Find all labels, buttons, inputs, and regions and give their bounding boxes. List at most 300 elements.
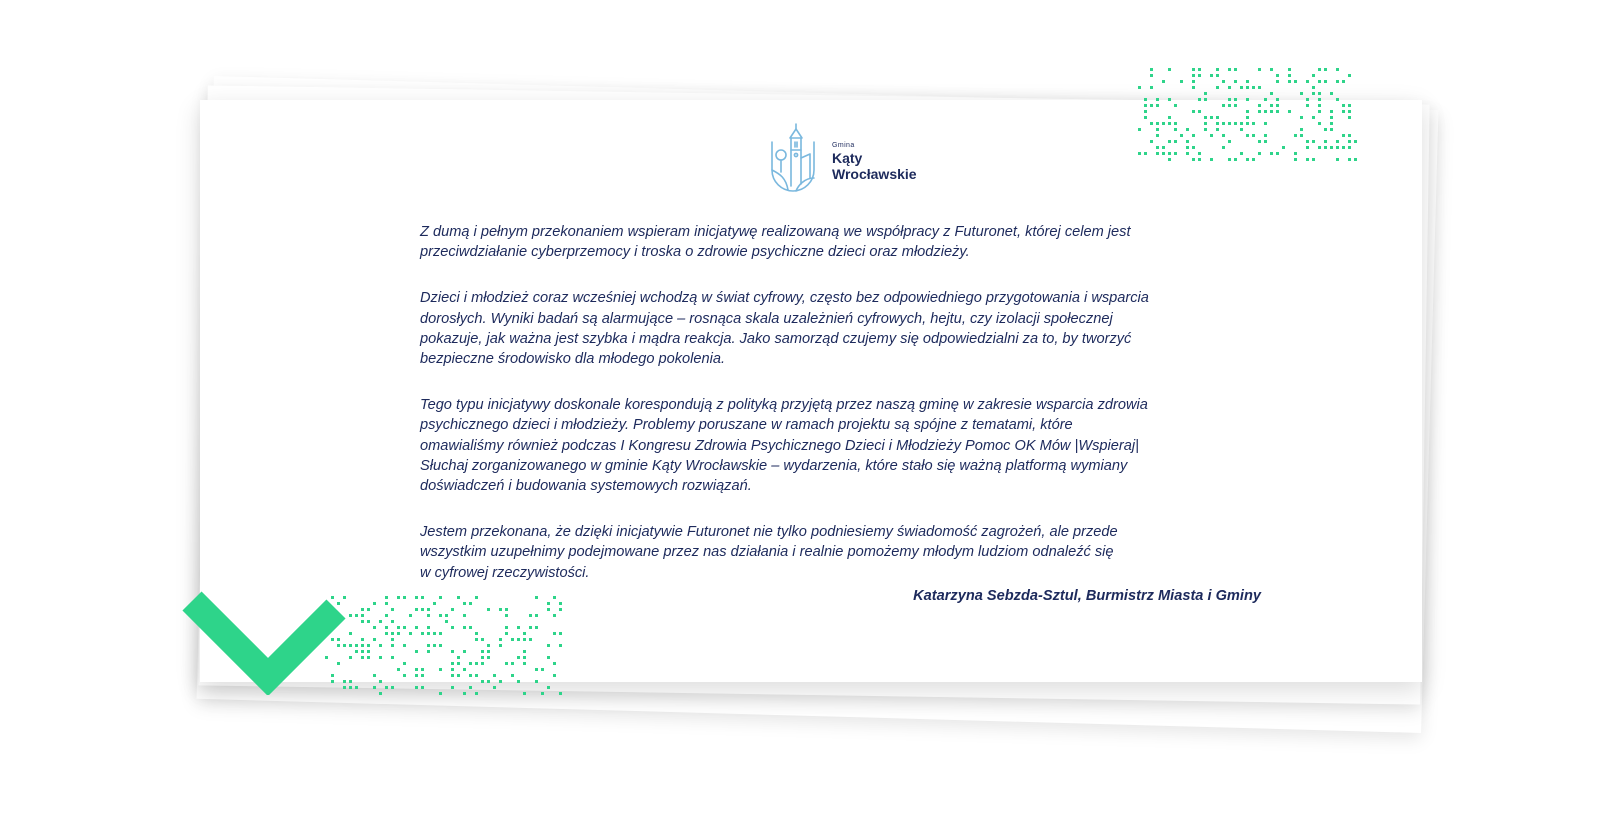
decorative-dot [499,608,502,611]
decorative-dot [379,644,382,647]
decorative-dot [1336,68,1339,71]
decorative-dot [1318,92,1321,95]
decorative-dot [415,686,418,689]
decorative-dot [1306,80,1309,83]
decorative-dot [1288,74,1291,77]
decorative-dot [439,632,442,635]
decorative-dot [415,674,418,677]
green-checkmark-icon [178,585,348,695]
decorative-dot [439,644,442,647]
decorative-dot [1348,146,1351,149]
decorative-dot [445,620,448,623]
decorative-dot [1192,74,1195,77]
decorative-dot [439,596,442,599]
decorative-dot [355,686,358,689]
decorative-dot [1150,86,1153,89]
decorative-dot [1336,158,1339,161]
decorative-dot [1258,104,1261,107]
logo-name-line1: Kąty [832,150,863,166]
decorative-dot [1300,116,1303,119]
decorative-dot [547,644,550,647]
decorative-dot [409,632,412,635]
decorative-dot [1138,152,1141,155]
decorative-dot [1168,152,1171,155]
decorative-dot [517,626,520,629]
decorative-dot [439,692,442,695]
decorative-dot [1270,104,1273,107]
decorative-dot [1318,104,1321,107]
decorative-dot [1318,122,1321,125]
decorative-dot [367,644,370,647]
decorative-dot [1342,104,1345,107]
decorative-dot [427,626,430,629]
decorative-dot [1198,158,1201,161]
decorative-dot [1216,86,1219,89]
decorative-dot [1240,122,1243,125]
decorative-dot [511,662,514,665]
decorative-dot [469,674,472,677]
decorative-dot [1342,146,1345,149]
decorative-dot [559,692,562,695]
decorative-dot [511,638,514,641]
decorative-dot [361,656,364,659]
decorative-dot [397,596,400,599]
decorative-dot [1288,110,1291,113]
decorative-dot [391,638,394,641]
decorative-dot [1264,98,1267,101]
decorative-dot [457,656,460,659]
decorative-dot [373,674,376,677]
decorative-dot [1144,98,1147,101]
decorative-dot [439,668,442,671]
decorative-dot [1162,146,1165,149]
decorative-dot [367,608,370,611]
signature: Katarzyna Sebzda-Sztul, Burmistrz Miasta i Gminy [913,588,1261,604]
decorative-dot [1174,128,1177,131]
decorative-dot [1312,140,1315,143]
decorative-dot [487,656,490,659]
decorative-dot [1162,80,1165,83]
decorative-dot [1348,74,1351,77]
decorative-dot [1270,110,1273,113]
decorative-dot [1186,128,1189,131]
decorative-dot [1234,104,1237,107]
decorative-dot [463,692,466,695]
decorative-dot [1156,104,1159,107]
decorative-dot [481,650,484,653]
decorative-dot [517,656,520,659]
decorative-dot [1270,152,1273,155]
decorative-dots-top [1138,68,1368,168]
decorative-dot [475,692,478,695]
decorative-dot [1264,122,1267,125]
decorative-dot [355,650,358,653]
decorative-dot [487,650,490,653]
decorative-dot [1228,68,1231,71]
decorative-dot [1276,74,1279,77]
decorative-dot [1318,98,1321,101]
decorative-dot [475,596,478,599]
decorative-dot [1300,92,1303,95]
decorative-dot [559,602,562,605]
decorative-dot [1258,86,1261,89]
decorative-dot [1276,104,1279,107]
decorative-dot [1294,152,1297,155]
decorative-dot [367,656,370,659]
decorative-dot [1306,104,1309,107]
decorative-dot [433,644,436,647]
decorative-dot [1258,152,1261,155]
decorative-dot [1294,134,1297,137]
decorative-dot [385,596,388,599]
decorative-dot [421,596,424,599]
decorative-dot [421,632,424,635]
decorative-dot [385,614,388,617]
letter-body [420,222,1270,609]
decorative-dot [427,614,430,617]
logo-wordmark [832,142,917,182]
decorative-dot [1324,68,1327,71]
decorative-dot [427,608,430,611]
decorative-dot [391,632,394,635]
decorative-dot [1210,116,1213,119]
decorative-dot [367,620,370,623]
decorative-dot [445,614,448,617]
decorative-dot [349,680,352,683]
decorative-dot [523,662,526,665]
decorative-dot [1318,110,1321,113]
decorative-dot [451,668,454,671]
decorative-dot [1222,134,1225,137]
decorative-dot [451,674,454,677]
decorative-dot [1150,140,1153,143]
decorative-dot [349,614,352,617]
decorative-dot [1168,158,1171,161]
decorative-dot [1312,86,1315,89]
decorative-dot [1162,152,1165,155]
decorative-dot [457,662,460,665]
decorative-dot [1252,134,1255,137]
decorative-dot [1318,146,1321,149]
decorative-dot [361,650,364,653]
decorative-dot [1210,158,1213,161]
decorative-dot [361,638,364,641]
decorative-dot [421,668,424,671]
decorative-dot [349,632,352,635]
decorative-dot [1198,152,1201,155]
decorative-dot [1150,104,1153,107]
decorative-dot [523,692,526,695]
decorative-dot [1306,146,1309,149]
decorative-dot [1192,110,1195,113]
decorative-dot [1138,86,1141,89]
decorative-dot [1204,122,1207,125]
decorative-dot [373,638,376,641]
town-emblem-icon [758,120,828,196]
decorative-dot [385,632,388,635]
decorative-dot [1222,122,1225,125]
decorative-dot [421,608,424,611]
decorative-dot [1288,68,1291,71]
decorative-dot [481,680,484,683]
decorative-dot [535,626,538,629]
decorative-dot [451,650,454,653]
decorative-dot [535,680,538,683]
decorative-dot [385,602,388,605]
decorative-dot [1168,68,1171,71]
paragraph-2: Dzieci i młodzież coraz wcześniej wchodzą w świat cyfrowy, często bez odpowiedniego przygotowania i wsparcia dorosłych. Wyniki badań są alarmujące – rosnąca skala uzależnień cyfrowych, hejtu, czy izolacji społecznej pokazuje, jak ważna jest szybka i mądra reakcja. Jako samorząd czujemy się odpowiedzialni za to, by tworzyć bezpieczne środowisko dla młodego pokolenia. [420,290,1149,368]
decorative-dot [1306,98,1309,101]
decorative-dot [1150,122,1153,125]
decorative-dot [1276,80,1279,83]
decorative-dot [1324,80,1327,83]
decorative-dot [1228,158,1231,161]
decorative-dot [415,650,418,653]
decorative-dot [397,668,400,671]
decorative-dot [1336,80,1339,83]
decorative-dot [1348,134,1351,137]
decorative-dot [1348,140,1351,143]
decorative-dot [1354,140,1357,143]
decorative-dot [1174,104,1177,107]
decorative-dot [559,608,562,611]
decorative-dot [1312,74,1315,77]
decorative-dot [523,632,526,635]
decorative-dot [499,680,502,683]
decorative-dot [1192,86,1195,89]
decorative-dot [1234,158,1237,161]
decorative-dot [451,608,454,611]
decorative-dot [1270,92,1273,95]
decorative-dot [553,674,556,677]
decorative-dot [499,644,502,647]
decorative-dot [457,674,460,677]
logo-gmina-label: Gmina [832,142,855,149]
decorative-dot [1144,152,1147,155]
decorative-dot [517,638,520,641]
decorative-dot [1192,158,1195,161]
decorative-dot [361,620,364,623]
decorative-dot [1228,140,1231,143]
decorative-dot [481,638,484,641]
decorative-dot [403,644,406,647]
decorative-dot [1252,158,1255,161]
decorative-dot [427,632,430,635]
decorative-dot [463,614,466,617]
decorative-dot [1174,152,1177,155]
decorative-dot [1168,122,1171,125]
decorative-dot [1156,134,1159,137]
decorative-dot [1186,146,1189,149]
decorative-dot [1162,122,1165,125]
decorative-dot [403,674,406,677]
decorative-dot [1228,86,1231,89]
decorative-dot [1318,80,1321,83]
decorative-dot [475,632,478,635]
decorative-dot [349,644,352,647]
letter-sheet [200,100,1422,682]
decorative-dot [553,632,556,635]
decorative-dot [505,614,508,617]
decorative-dots-bottom [325,596,570,701]
decorative-dot [463,626,466,629]
decorative-dot [1306,140,1309,143]
decorative-dot [1342,110,1345,113]
decorative-dot [1264,140,1267,143]
decorative-dot [535,596,538,599]
decorative-dot [403,596,406,599]
decorative-dot [373,686,376,689]
decorative-dot [505,626,508,629]
decorative-dot [1234,80,1237,83]
decorative-dot [397,632,400,635]
decorative-dot [547,602,550,605]
decorative-dot [1246,110,1249,113]
decorative-dot [559,644,562,647]
decorative-dot [535,614,538,617]
decorative-dot [1348,116,1351,119]
decorative-dot [493,686,496,689]
decorative-dot [1180,80,1183,83]
decorative-dot [475,662,478,665]
decorative-dot [1348,110,1351,113]
decorative-dot [481,656,484,659]
decorative-dot [1294,158,1297,161]
decorative-dot [1210,134,1213,137]
decorative-dot [1246,134,1249,137]
decorative-dot [469,662,472,665]
decorative-dot [1204,128,1207,131]
decorative-dot [1168,116,1171,119]
decorative-dot [1330,92,1333,95]
decorative-dot [523,650,526,653]
decorative-dot [541,692,544,695]
decorative-dot [463,650,466,653]
decorative-dot [1180,134,1183,137]
decorative-dot [1186,140,1189,143]
decorative-dot [1348,104,1351,107]
decorative-dot [1330,122,1333,125]
decorative-dot [1168,140,1171,143]
decorative-dot [1156,146,1159,149]
decorative-dot [1336,98,1339,101]
decorative-dot [391,686,394,689]
decorative-dot [1150,74,1153,77]
decorative-dot [517,680,520,683]
decorative-dot [451,686,454,689]
decorative-dot [1264,134,1267,137]
decorative-dot [391,656,394,659]
decorative-dot [1216,116,1219,119]
decorative-dot [1228,104,1231,107]
decorative-dot [1144,104,1147,107]
decorative-dot [355,644,358,647]
decorative-dot [1198,110,1201,113]
decorative-dot [535,668,538,671]
decorative-dot [469,626,472,629]
decorative-dot [1276,98,1279,101]
decorative-dot [1240,152,1243,155]
decorative-dot [1216,74,1219,77]
decorative-dot [457,596,460,599]
decorative-dot [1246,122,1249,125]
decorative-dot [1288,80,1291,83]
decorative-dot [1312,158,1315,161]
decorative-dot [373,626,376,629]
decorative-dot [1312,116,1315,119]
decorative-dot [523,656,526,659]
decorative-dot [529,614,532,617]
decorative-dot [523,638,526,641]
decorative-dot [1252,86,1255,89]
decorative-dot [1156,122,1159,125]
decorative-dot [1192,80,1195,83]
decorative-dot [463,668,466,671]
decorative-dot [1186,152,1189,155]
decorative-dot [505,662,508,665]
decorative-dot [1168,98,1171,101]
decorative-dot [1276,110,1279,113]
decorative-dot [475,674,478,677]
decorative-dot [1354,158,1357,161]
decorative-dot [409,614,412,617]
decorative-dot [391,644,394,647]
decorative-dot [529,638,532,641]
decorative-dot [367,650,370,653]
decorative-dot [403,662,406,665]
decorative-dot [1222,104,1225,107]
decorative-dot [547,656,550,659]
decorative-dot [1270,68,1273,71]
decorative-dot [433,632,436,635]
decorative-dot [421,686,424,689]
decorative-dot [427,644,430,647]
decorative-dot [1198,98,1201,101]
decorative-dot [1246,98,1249,101]
decorative-dot [385,686,388,689]
decorative-dot [1246,86,1249,89]
decorative-dot [1330,128,1333,131]
decorative-dot [1204,98,1207,101]
decorative-dot [427,650,430,653]
decorative-dot [1144,110,1147,113]
decorative-dot [1144,116,1147,119]
decorative-dot [475,638,478,641]
decorative-dot [1216,68,1219,71]
decorative-dot [1222,80,1225,83]
decorative-dot [1246,80,1249,83]
decorative-dot [1198,74,1201,77]
decorative-dot [469,602,472,605]
decorative-dot [1192,68,1195,71]
decorative-dot [1216,122,1219,125]
decorative-dot [451,626,454,629]
decorative-dot [1330,110,1333,113]
decorative-dot [547,686,550,689]
decorative-dot [1300,134,1303,137]
decorative-dot [1228,98,1231,101]
decorative-dot [1312,92,1315,95]
decorative-dot [1318,68,1321,71]
decorative-dot [415,596,418,599]
decorative-dot [499,638,502,641]
decorative-dot [1324,140,1327,143]
decorative-dot [1138,128,1141,131]
decorative-dot [451,662,454,665]
decorative-dot [1234,122,1237,125]
decorative-dot [559,632,562,635]
decorative-dot [469,686,472,689]
